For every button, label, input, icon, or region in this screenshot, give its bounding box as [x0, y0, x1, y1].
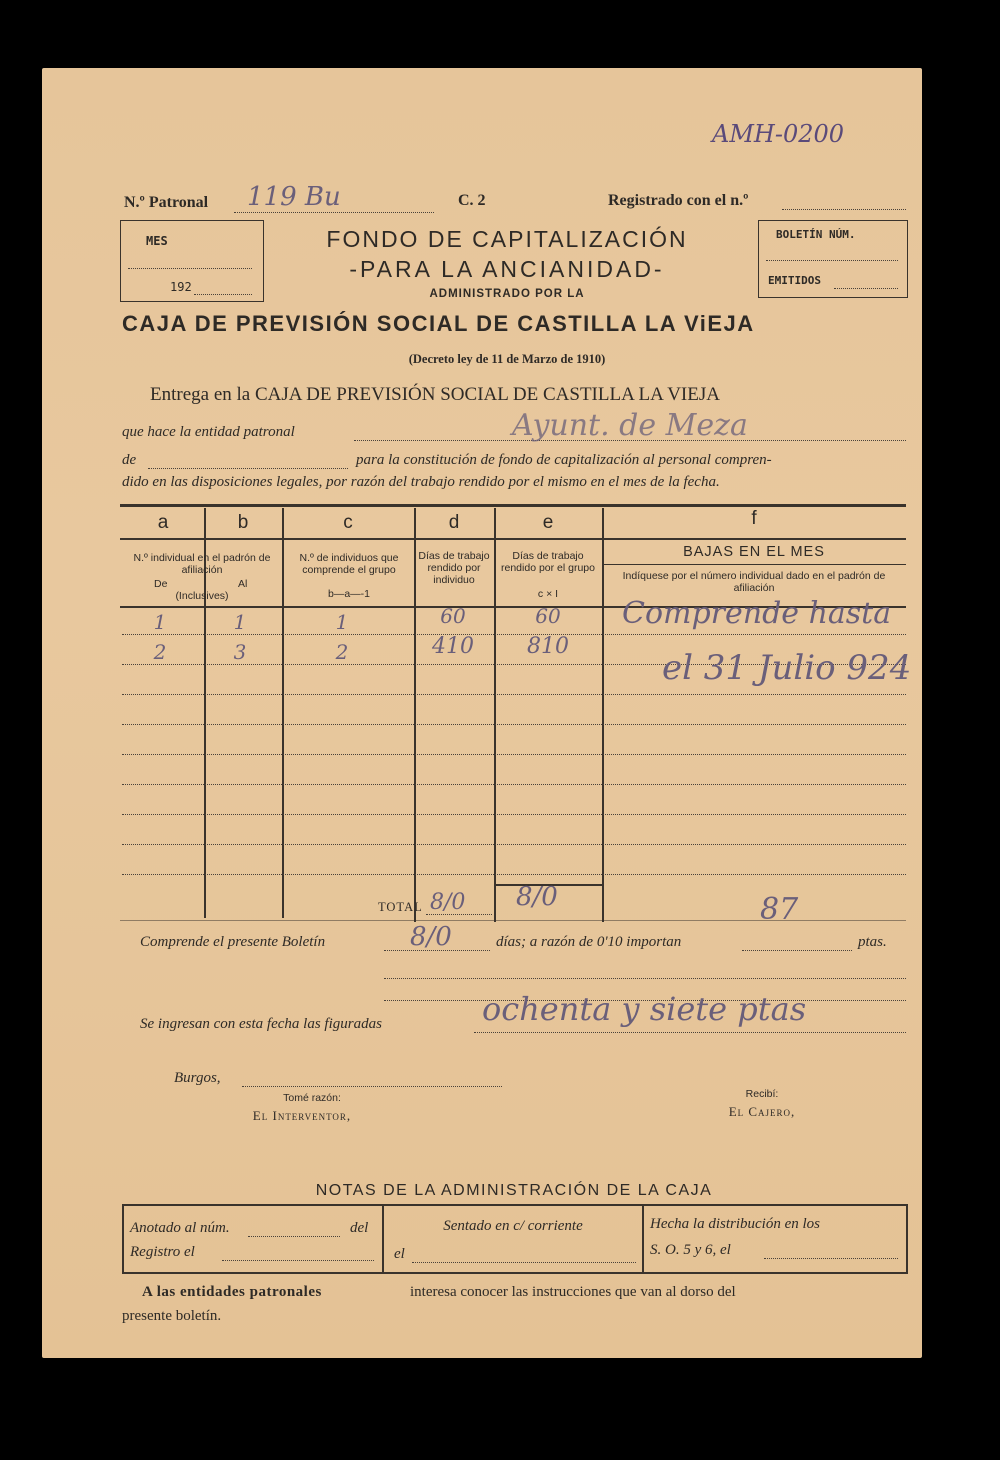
notas-c2-dots	[412, 1262, 636, 1263]
boletin-num-line	[766, 260, 898, 261]
row-1-a: 1	[153, 610, 167, 634]
intro-heading: Entrega en la CAJA DE PREVISIÓN SOCIAL DE CASTILLA LA VIEJA	[150, 384, 720, 405]
f-title: BAJAS EN EL MES	[683, 544, 825, 560]
comprende-value: 8/0	[410, 922, 452, 952]
mes-box	[120, 220, 264, 302]
decree: (Decreto ley de 11 de Marzo de 1910)	[408, 352, 606, 366]
notas-c1-line1: Anotado al núm.	[130, 1220, 230, 1236]
row-line	[122, 784, 906, 785]
row-1-b: 1	[233, 610, 247, 634]
row-line	[122, 694, 906, 695]
patronal-line	[234, 212, 434, 213]
e-formula: c × I	[537, 588, 559, 600]
notas-c1-line2: Registro el	[130, 1244, 195, 1260]
notas-c3-dots	[764, 1258, 898, 1259]
c-header: N.º de individuos que comprende el grupo	[299, 552, 399, 576]
emitidos-label: EMITIDOS	[768, 274, 821, 287]
burgos-label: Burgos,	[174, 1070, 221, 1086]
b-sub: Al	[238, 578, 248, 590]
row-2-a: 2	[153, 640, 167, 664]
mes-year-line	[194, 294, 252, 295]
footer-bold: A las entidades patronales	[142, 1284, 322, 1300]
cajero-label: El Cajero,	[728, 1104, 796, 1119]
col-letter-d: d	[448, 512, 460, 533]
a-sub: De	[154, 578, 168, 590]
row-line	[122, 814, 906, 815]
de-line	[148, 468, 348, 469]
dias-text: días; a razón de 0'10 importan	[496, 934, 682, 950]
de-label: de	[122, 452, 137, 468]
form-sheet	[42, 68, 922, 1358]
total-left: 8/0	[430, 890, 466, 915]
row-1-c: 1	[335, 610, 349, 634]
patronal-label: N.º Patronal	[124, 194, 209, 211]
col-letter-b: b	[237, 512, 249, 533]
ingresan-line	[474, 1032, 906, 1033]
col-letter-a: a	[157, 512, 169, 533]
total-label: TOTAL	[378, 900, 423, 914]
comprende-label: Comprende el presente Boletín	[140, 934, 326, 950]
col-c-d-divider	[414, 508, 416, 922]
administered-by: ADMINISTRADO POR LA	[429, 288, 585, 300]
f-sub: Indíquese por el número individual dado en el padrón de afiliación	[622, 570, 886, 594]
row-line	[122, 754, 906, 755]
ptas-label: ptas.	[858, 934, 887, 950]
c-formula: b—a—-1	[327, 588, 370, 600]
registered-label: Registrado con el n.º	[608, 192, 749, 209]
f-title-rule	[602, 564, 906, 565]
burgos-line	[242, 1086, 502, 1087]
archive-code: AMH-0200	[712, 120, 845, 148]
importan-value: 87	[760, 892, 799, 927]
row-2-b: 3	[233, 640, 247, 664]
intro-line-3: dido en las disposiciones legales, por razón del trabajo rendido por el mismo en el mes de la fecha.	[122, 474, 720, 490]
bajas-note-1: Comprende hasta	[622, 596, 892, 631]
row-line	[122, 724, 906, 725]
notas-title: NOTAS DE LA ADMINISTRACIÓN DE LA CAJA	[315, 1182, 713, 1199]
ab-header: N.º individual en el padrón de afiliación	[133, 552, 271, 576]
form-code: C. 2	[458, 192, 486, 209]
d-header: Días de trabajo rendido por individuo	[418, 550, 490, 586]
notas-c2-line1: Sentado en c/ corriente	[443, 1218, 583, 1234]
title-line-2: -PARA LA ANCIANIDAD-	[349, 256, 665, 282]
tome-razon: Tomé razón:	[283, 1092, 341, 1104]
notas-c1-del: del	[350, 1220, 369, 1236]
row-2-d: 410	[432, 634, 474, 659]
row-1-e: 60	[535, 604, 561, 628]
caja-title: CAJA DE PREVISIÓN SOCIAL DE CASTILLA LA ViEJA	[122, 311, 755, 336]
notas-c1-dots-2	[222, 1260, 374, 1261]
col-letter-c: c	[343, 512, 353, 533]
letters-row-rule	[120, 538, 906, 540]
col-e-f-divider	[602, 508, 604, 922]
notas-c3-line2: S. O. 5 y 6, el	[650, 1242, 731, 1258]
ab-note: (Inclusives)	[175, 590, 229, 602]
amount-line-1	[384, 978, 906, 979]
recibi-label: Recibí:	[745, 1088, 779, 1100]
importan-line	[742, 950, 852, 951]
notas-c1-dots-1	[248, 1236, 340, 1237]
table-top-rule	[120, 504, 906, 507]
intro-line-2: para la constitución de fondo de capitalización al personal compren-	[356, 452, 772, 468]
entidad-label: que hace la entidad patronal	[122, 424, 295, 440]
registered-line	[782, 209, 906, 210]
total-value: 8/0	[516, 882, 558, 912]
ingresan-label: Se ingresan con esta fecha las figuradas	[140, 1016, 382, 1032]
row-line	[122, 844, 906, 845]
notas-divider-1	[382, 1206, 384, 1272]
title-line-1: FONDO DE CAPITALIZACIÓN	[326, 226, 688, 252]
boletin-num-label: BOLETÍN NÚM.	[776, 228, 856, 241]
notas-c2-line2: el	[394, 1246, 405, 1262]
col-letter-e: e	[542, 512, 554, 533]
footer-rest: interesa conocer las instrucciones que van al dorso del	[410, 1284, 736, 1300]
ingresan-value: ochenta y siete ptas	[482, 990, 807, 1028]
entidad-value: Ayunt. de Meza	[512, 408, 748, 443]
mes-label: MES	[146, 234, 168, 248]
emitidos-line	[834, 288, 898, 289]
notas-box	[122, 1204, 908, 1274]
interventor-label: El Interventor,	[252, 1108, 352, 1123]
row-2-c: 2	[335, 640, 349, 664]
notas-divider-2	[642, 1206, 644, 1272]
row-2-e: 810	[527, 634, 569, 659]
col-letter-f: f	[751, 508, 757, 529]
bajas-note-2: el 31 Julio 924	[662, 648, 912, 688]
footer-line-2: presente boletín.	[122, 1308, 222, 1324]
col-d-e-divider	[494, 508, 496, 922]
row-1-d: 60	[440, 604, 466, 628]
row-line	[122, 874, 906, 875]
col-b-c-divider	[282, 508, 284, 918]
notas-c3-line1: Hecha la distribución en los	[650, 1216, 820, 1232]
mes-line	[128, 268, 252, 269]
patronal-value: 119 Bu	[247, 182, 341, 212]
mes-year: 192	[170, 280, 192, 294]
e-header: Días de trabajo rendido por el grupo	[501, 550, 595, 574]
